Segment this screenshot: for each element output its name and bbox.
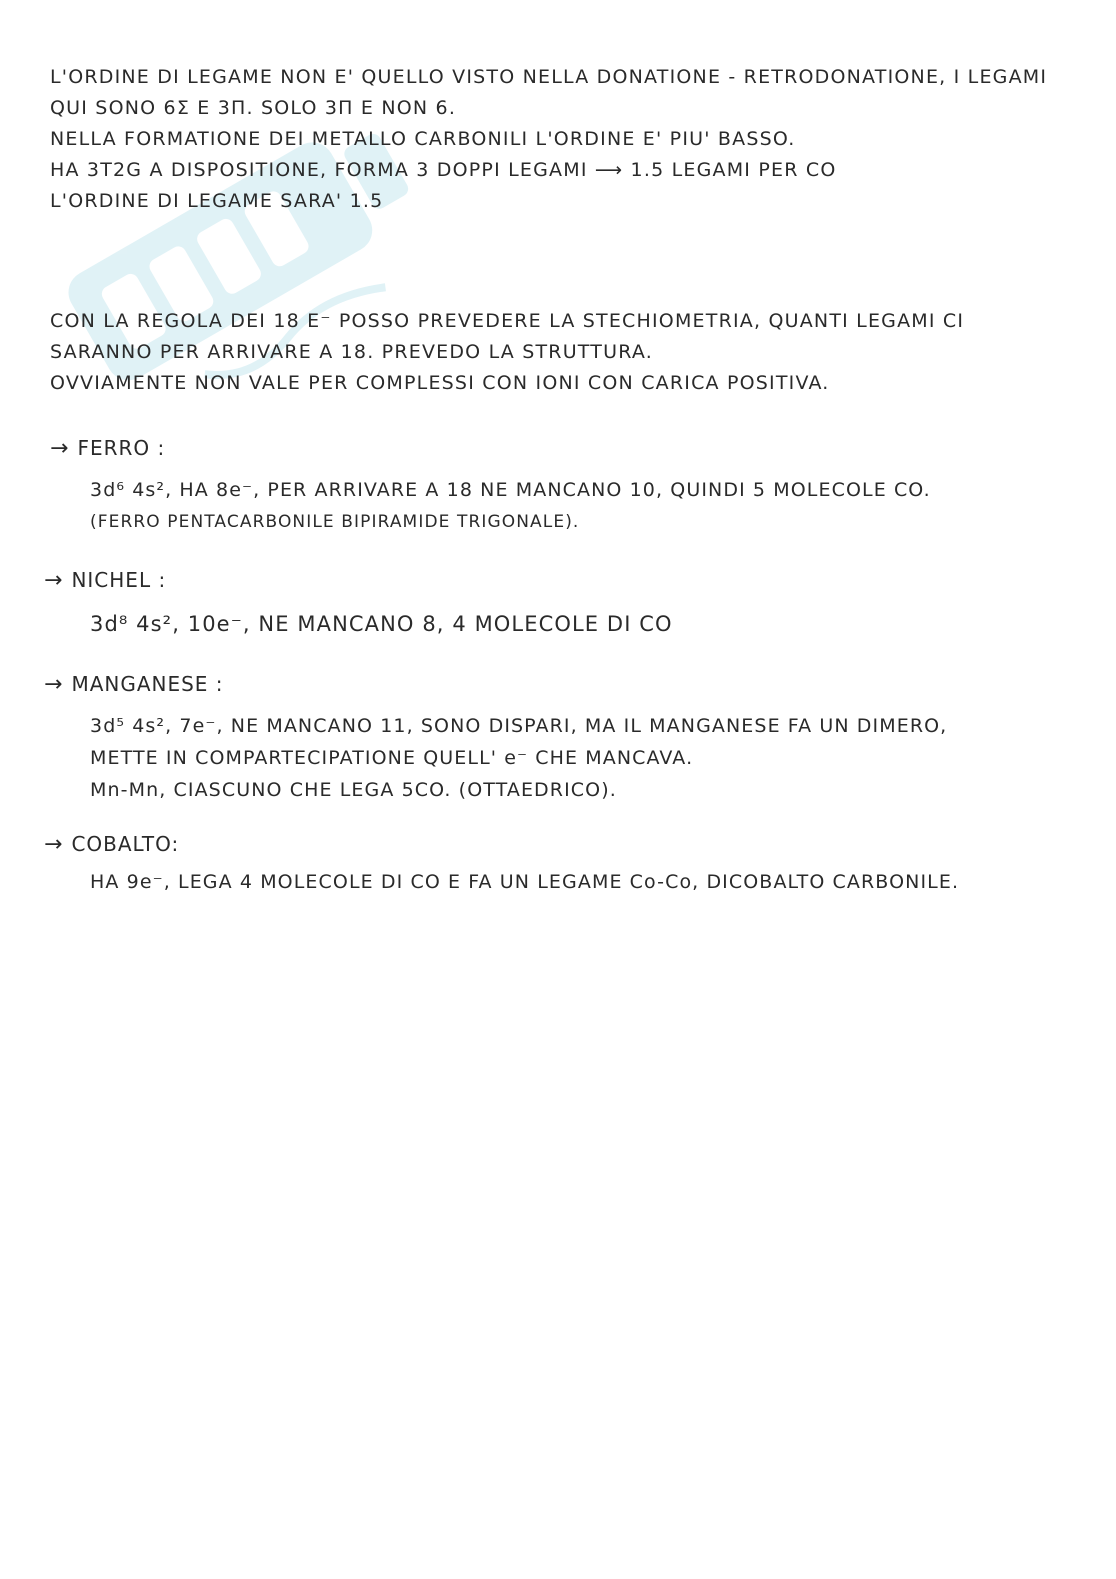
intro-line: L'ORDINE DI LEGAME NON E' QUELLO VISTO NELLA DONATIONE - RETRODONATIONE, I LEGAMI <box>50 66 1048 88</box>
section-body-ferro <box>90 474 1080 538</box>
section-title: MANGANESE : <box>71 672 224 696</box>
section-line: 3d⁸ 4s², 10e⁻, NE MANCANO 8, 4 MOLECOLE DI CO <box>90 612 673 636</box>
intro-line: QUI SONO 6Σ E 3Π. SOLO 3Π E NON 6. <box>50 97 457 119</box>
intro-line: HA 3T2G A DISPOSITIONE, FORMA 3 DOPPI LEGAMI ⟶ 1.5 LEGAMI PER CO <box>50 159 837 181</box>
section-heading-ferro <box>50 436 165 461</box>
section-title: COBALTO: <box>71 832 180 856</box>
arrow-icon: → <box>44 832 64 857</box>
rule-line: CON LA REGOLA DEI 18 E⁻ POSSO PREVEDERE LA STECHIOMETRIA, QUANTI LEGAMI CI <box>50 310 965 332</box>
section-line: (FERRO PENTACARBONILE BIPIRAMIDE TRIGONALE). <box>90 512 580 532</box>
section-body-nichel <box>90 608 1080 640</box>
arrow-icon: → <box>44 568 64 593</box>
arrow-icon: → <box>50 436 70 461</box>
intro-line: NELLA FORMATIONE DEI METALLO CARBONILI L'ORDINE E' PIU' BASSO. <box>50 128 796 150</box>
section-title: FERRO : <box>77 436 166 460</box>
section-line: 3d⁶ 4s², HA 8e⁻, PER ARRIVARE A 18 NE MANCANO 10, QUINDI 5 MOLECOLE CO. <box>90 479 931 501</box>
section-title: NICHEL : <box>71 568 167 592</box>
rule-line: SARANNO PER ARRIVARE A 18. PREVEDO LA STRUTTURA. <box>50 341 653 363</box>
intro-line: L'ORDINE DI LEGAME SARA' 1.5 <box>50 190 384 212</box>
rule-line: OVVIAMENTE NON VALE PER COMPLESSI CON IONI CON CARICA POSITIVA. <box>50 372 830 394</box>
section-body-cobalto <box>90 866 1080 898</box>
rule-paragraph <box>50 306 1070 399</box>
section-heading-nichel <box>44 568 166 593</box>
section-line: METTE IN COMPARTECIPATIONE QUELL' e⁻ CHE MANCAVA. <box>90 747 694 769</box>
section-body-manganese <box>90 710 1080 806</box>
section-heading-manganese <box>44 672 224 697</box>
section-heading-cobalto <box>44 832 179 857</box>
section-line: 3d⁵ 4s², 7e⁻, NE MANCANO 11, SONO DISPARI, MA IL MANGANESE FA UN DIMERO, <box>90 715 948 737</box>
arrow-icon: → <box>44 672 64 697</box>
intro-paragraph <box>50 62 1070 217</box>
section-line: HA 9e⁻, LEGA 4 MOLECOLE DI CO E FA UN LEGAME Co-Co, DICOBALTO CARBONILE. <box>90 871 960 893</box>
section-line: Mn-Mn, CIASCUNO CHE LEGA 5CO. (OTTAEDRICO). <box>90 779 617 801</box>
